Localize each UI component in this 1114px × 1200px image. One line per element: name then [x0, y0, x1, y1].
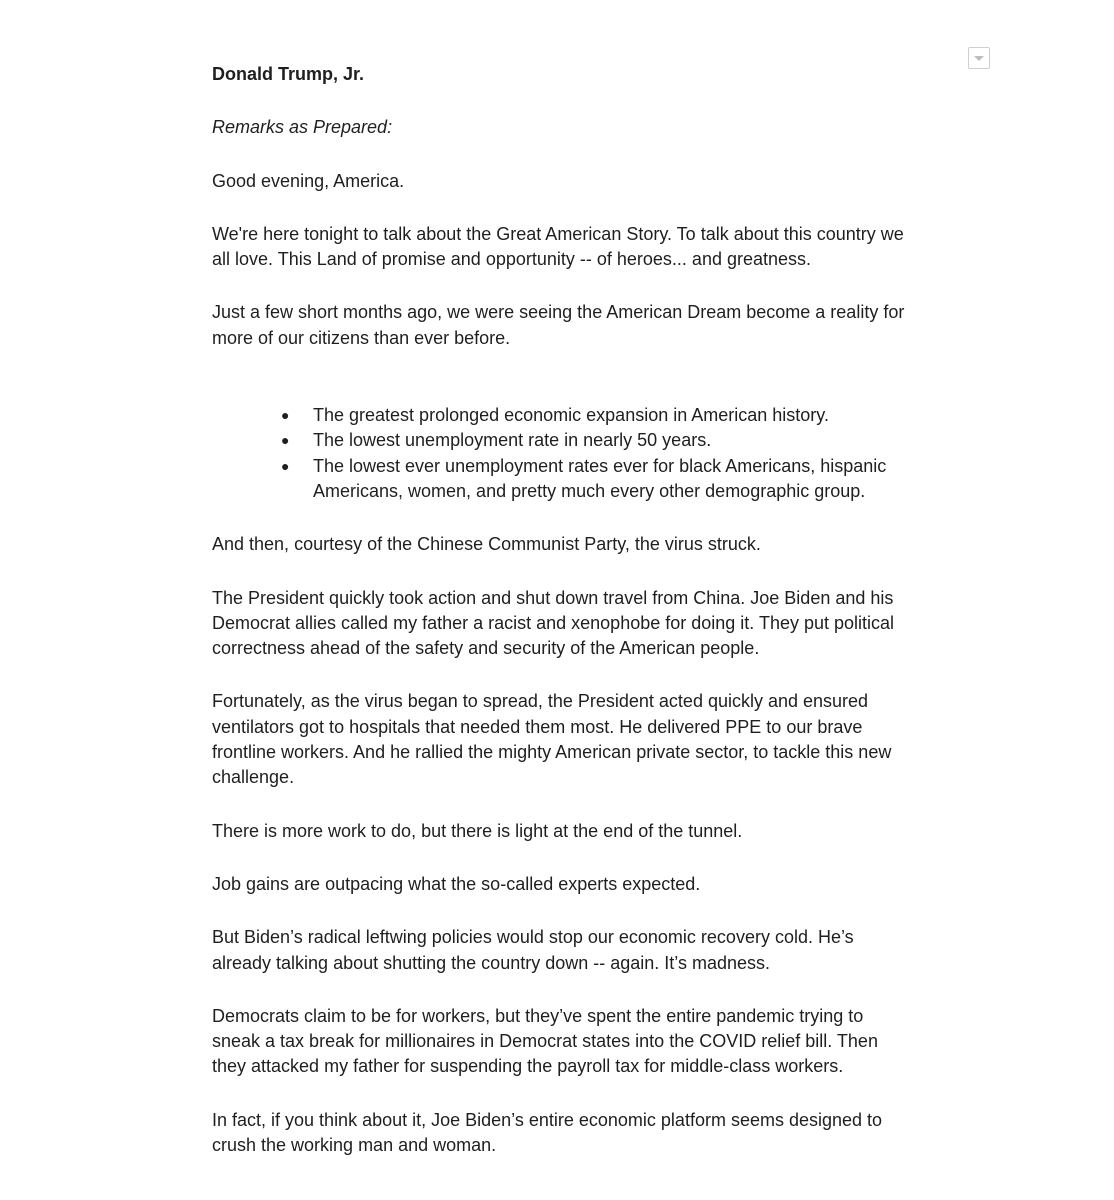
paragraph: And then, courtesy of the Chinese Communist Party, the virus struck. [212, 534, 761, 555]
paragraph: Good evening, America. [212, 170, 405, 191]
paragraph: The President quickly took action and shut down travel from China. Joe Biden and his Democrat allies called my father a racist and xenophobe for doing it. They put political correctness ahead of the safety and security of the American people. [212, 587, 895, 659]
chevron-down-icon [974, 56, 984, 61]
paragraph: But Biden’s radical leftwing policies would stop our economic recovery cold. He’s already talking about shutting the country down -- again. It’s madness. [212, 927, 854, 973]
bullet-icon: ● [281, 457, 290, 474]
paragraph: Democrats claim to be for workers, but they’ve spent the entire pandemic trying to sneak a tax break for millionaires in Democrat states into the COVID relief bill. Then they attacked my father for suspending the payroll tax for middle-class workers. [212, 1005, 878, 1077]
paragraph: In fact, if you think about it, Joe Biden’s entire economic platform seems designed to crush the working man and woman. [212, 1109, 883, 1156]
paragraph: Just a few short months ago, we were seeing the American Dream become a reality for more of our citizens than ever before. [212, 302, 905, 348]
list-item-text: The lowest ever unemployment rates ever for black Americans, hispanic Americans, women, and pretty much every other demographic group. [313, 455, 887, 501]
list-item-text: The greatest prolonged economic expansion in American history. [313, 405, 829, 426]
paragraph: Fortunately, as the virus began to spread, the President acted quickly and ensured ventilators got to hospitals that needed them most. He delivered PPE to our brave frontline workers. And he rallied the mighty American private sector, to tackle this new challenge. [212, 691, 892, 788]
list-item [281, 454, 912, 505]
author-heading: Donald Trump, Jr. [212, 64, 365, 84]
list-item [281, 403, 912, 428]
bullet-icon: ● [281, 432, 290, 449]
list-item-text: The lowest unemployment rate in nearly 50 years. [313, 430, 712, 451]
paragraph: Job gains are outpacing what the so-called experts expected. [212, 873, 701, 894]
achievement-list [212, 403, 912, 504]
paragraph: There is more work to do, but there is light at the end of the tunnel. [212, 820, 743, 841]
document-body [212, 62, 912, 1186]
document-options-dropdown-button[interactable] [968, 47, 990, 69]
remarks-subtitle: Remarks as Prepared: [212, 117, 393, 138]
paragraph: We're here tonight to talk about the Great American Story. To talk about this country we all love. This Land of promise and opportunity -- of heroes... and greatness. [212, 223, 904, 270]
bullet-icon: ● [281, 407, 290, 424]
list-item [281, 428, 912, 453]
